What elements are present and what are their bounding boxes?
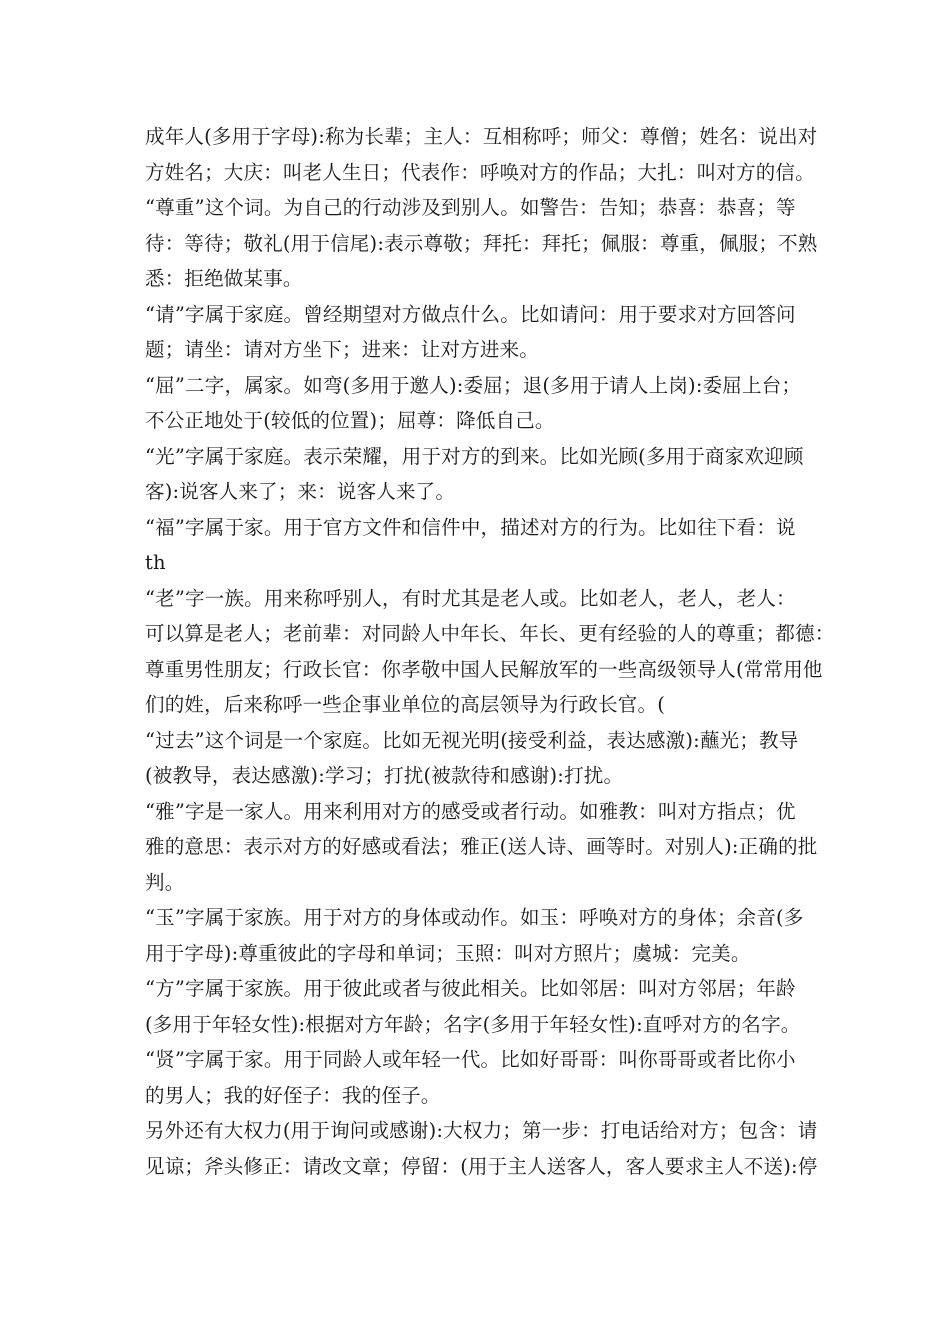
text-line-11: 客):说客人来了；来：说客人来了。: [145, 480, 456, 503]
text-line-21: 雅的意思：表示对方的好感或看法；雅正(送人诗、画等时。对别人):正确的批: [145, 835, 818, 858]
text-line-20: “雅”字是一家人。用来利用对方的感受或者行动。如雅教：叫对方指点；优: [145, 799, 796, 823]
text-line-13: th: [145, 551, 166, 574]
text-line-19: (被教导，表达感激):学习；打扰(被款待和感谢):打扰。: [145, 764, 624, 787]
text-line-15: 可以算是老人；老前辈：对同龄人中年长、年长、更有经验的人的尊重；都德：: [145, 622, 835, 645]
text-line-14: “老”字一族。用来称呼别人，有时尤其是老人或。比如老人，老人，老人：: [145, 586, 796, 610]
text-line-10: “光”字属于家庭。表示荣耀，用于对方的到来。比如光顾(多用于商家欢迎顾: [145, 444, 804, 468]
text-line-22: 判。: [145, 870, 185, 894]
text-line-3: “尊重”这个词。为自己的行动涉及到别人。如警告：告知；恭喜：恭喜；等: [145, 196, 796, 219]
text-line-29: 另外还有大权力(用于询问或感谢):大权力；第一步：打电话给对方；包含：请: [145, 1119, 818, 1142]
text-line-6: “请”字属于家庭。曾经期望对方做点什么。比如请问：用于要求对方回答问: [145, 302, 796, 326]
text-line-16: 尊重男性朋友；行政长官：你孝敬中国人民解放军的一些高级领导人(常常用他: [145, 657, 823, 681]
text-line-4: 待：等待；敬礼(用于信尾):表示尊敬；拜托：拜托；佩服：尊重，佩服；不熟: [145, 231, 818, 255]
text-line-28: 的男人；我的好侄子：我的侄子。: [145, 1083, 441, 1107]
document-body: [145, 119, 835, 1184]
text-line-7: 题；请坐：请对方坐下；进来：让对方进来。: [145, 338, 540, 361]
text-line-2: 方姓名；大庆：叫老人生日；代表作：呼唤对方的作品；大扎：叫对方的信。: [145, 160, 815, 184]
text-line-25: “方”字属于家族。用于彼此或者与彼此相关。比如邻居：叫对方邻居；年龄: [145, 977, 796, 1000]
text-line-18: “过去”这个词是一个家庭。比如无视光明(接受利益，表达感激):蘸光；教导: [145, 728, 799, 752]
text-line-30: 见谅；斧头修正：请改文章；停留：(用于主人送客人，客人要求主人不送):停: [145, 1154, 818, 1178]
text-line-26: (多用于年轻女性):根据对方年龄；名字(多用于年轻女性):直呼对方的名字。: [145, 1012, 801, 1036]
text-line-9: 不公正地处于(较低的位置)；屈尊：降低自己。: [145, 409, 555, 432]
text-line-24: 用于字母):尊重彼此的字母和单词；玉照：叫对方照片；虞城：完美。: [145, 941, 751, 965]
text-line-5: 悉：拒绝做某事。: [145, 267, 303, 290]
text-line-12: “福”字属于家。用于官方文件和信件中，描述对方的行为。比如往下看：说: [145, 515, 796, 539]
text-line-8: “屈”二字，属家。如弯(多用于邀人):委屈；退(多用于请人上岗):委屈上台；: [145, 373, 802, 397]
text-line-23: “玉”字属于家族。用于对方的身体或动作。如玉：呼唤对方的身体；余音(多: [145, 906, 804, 929]
text-line-27: “贤”字属于家。用于同龄人或年轻一代。比如好哥哥：叫你哥哥或者比你小: [145, 1048, 796, 1071]
text-line-1: 成年人(多用于字母):称为长辈；主人：互相称呼；师父：尊僧；姓名：说出对: [145, 125, 818, 148]
text-line-17: 们的姓，后来称呼一些企事业单位的高层领导为行政长官。(: [145, 693, 666, 716]
